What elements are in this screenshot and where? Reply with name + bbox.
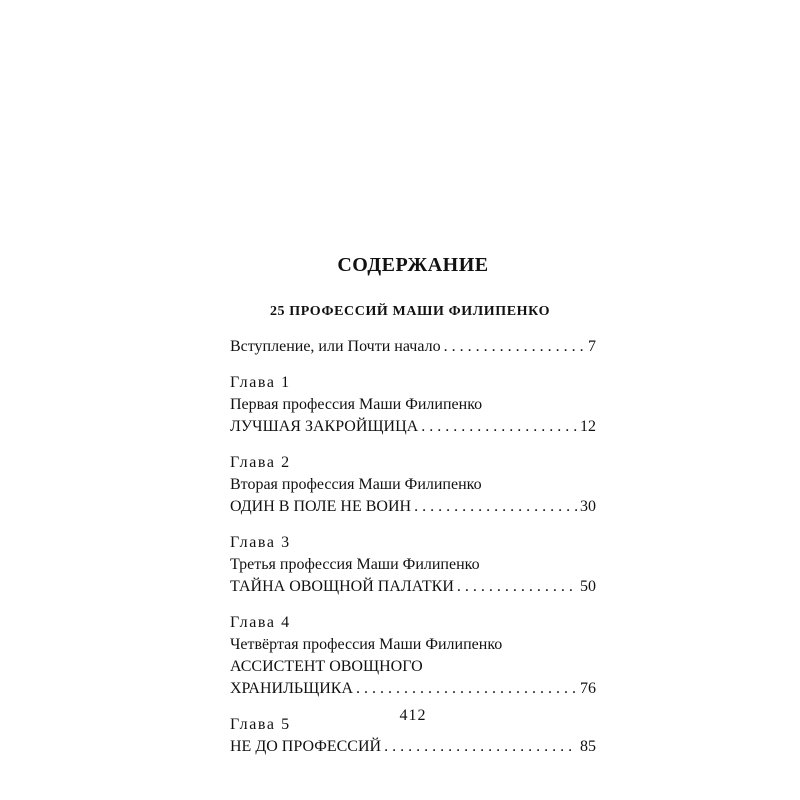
dot-leader [444, 336, 585, 358]
chapter-label: Глава 2 [230, 454, 291, 471]
toc-line [230, 336, 596, 358]
dot-leader [356, 678, 577, 700]
toc-entry-chapter-4 [230, 612, 596, 700]
chapter-label: Глава 4 [230, 614, 291, 631]
entry-page-number: 7 [588, 338, 596, 355]
toc-line [230, 736, 596, 758]
toc-entry-chapter-2 [230, 452, 596, 518]
entry-page-number: 30 [580, 498, 596, 515]
chapter-title: ОДИН В ПОЛЕ НЕ ВОИН [230, 498, 412, 515]
page-number: 412 [399, 707, 427, 724]
toc-line [230, 416, 596, 438]
toc-heading: СОДЕРЖАНИЕ [337, 254, 489, 276]
entry-page-number: 85 [580, 738, 596, 755]
chapter-title-continued: ХРАНИЛЬЩИКА [230, 680, 354, 697]
dot-leader [457, 576, 577, 598]
chapter-label: Глава 1 [230, 374, 291, 391]
toc-line [230, 576, 596, 598]
toc-entry-intro [230, 336, 596, 358]
chapter-title: АССИСТЕНТ ОВОЩНОГО [230, 658, 423, 675]
chapter-title: ЛУЧШАЯ ЗАКРОЙЩИЦА [230, 418, 419, 435]
chapter-label: Глава 3 [230, 534, 291, 551]
entry-page-number: 76 [580, 680, 596, 697]
entry-title: Вступление, или Почти начало [230, 338, 441, 355]
dot-leader [421, 416, 577, 438]
chapter-subtitle: Третья профессия Маши Филипенко [230, 556, 480, 573]
entry-page-number: 50 [580, 578, 596, 595]
toc-line [230, 678, 596, 700]
dot-leader [414, 496, 577, 518]
chapter-subtitle: Четвёртая профессия Маши Филипенко [230, 636, 503, 653]
chapter-subtitle: Вторая профессия Маши Филипенко [230, 476, 482, 493]
toc-entry-chapter-1 [230, 372, 596, 438]
toc-entry-chapter-3 [230, 532, 596, 598]
entry-page-number: 12 [580, 418, 596, 435]
book-section-title: 25 ПРОФЕССИЙ МАШИ ФИЛИПЕНКО [269, 304, 551, 319]
chapter-title: ТАЙНА ОВОЩНОЙ ПАЛАТКИ [230, 578, 454, 595]
chapter-title: НЕ ДО ПРОФЕССИЙ [230, 738, 382, 755]
chapter-label: Глава 5 [230, 716, 291, 733]
chapter-subtitle: Первая профессия Маши Филипенко [230, 396, 483, 413]
dot-leader [384, 736, 577, 758]
toc-line [230, 496, 596, 518]
